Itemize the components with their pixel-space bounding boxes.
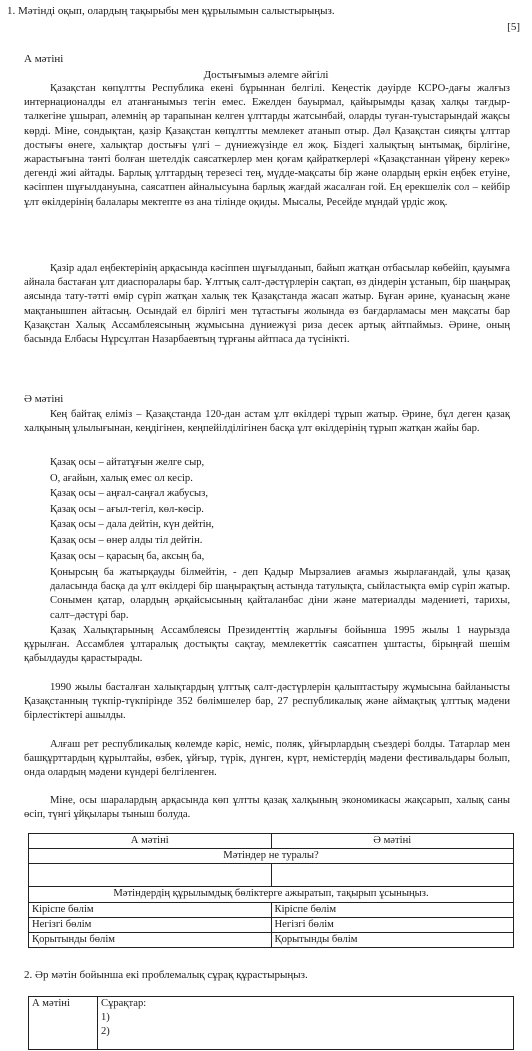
questions-cell[interactable] <box>98 997 514 1050</box>
part-a-intro: Кіріспе бөлім <box>29 902 272 917</box>
topic-cell-b[interactable] <box>271 864 514 887</box>
text-b-label: Ә мәтіні <box>24 393 64 405</box>
topic-row: Мәтіндер не туралы? <box>29 849 514 864</box>
part-a-main: Негізгі бөлім <box>29 917 272 932</box>
text-a-title: Достығымыз әлемге әйгілі <box>203 69 329 81</box>
text-b-paragraph-6: Міне, осы шаралардың арқасында көп ұлтты қазақ халқының экономикасы жақсарып, халық саны өсіп, түнгі ұйқылары тыныш болуда. <box>24 795 510 821</box>
questions-table <box>28 996 514 1050</box>
part-b-main: Негізгі бөлім <box>271 917 514 932</box>
question-item-1: 1) <box>101 1012 110 1024</box>
text-a-paragraph-1: Қазақстан көпұлтты Республика екені бұрыннан белгілі. Кеңестік дәуірде КСРО-дағы жалғыз интернационалды ел атанғанымыз тегін емес. Ежелден бауырмал, қайырымды қазақ халқы тағдыр-талкегіне ұшырап, әлемнің әр тарапынан келген ұлттарды жатсынбай, оларды туған-туыстарындай жақсы көрді. Міне, сондықтан, қазір Қазақстан көпұлтты мемлекет атанып отыр. Дәл Қазақстан сияқты ұлттар достығы өнеге, халықтар достығы үлгі – дүниежүзінде ел жоқ. Біздегі халықтың ынтымақ, бірлігіне, жарастығына тәнті болған шетелдік саясаткерлер мен қоғам қайраткерлері «Қазақстаннан үйрену керек» дегенді жиі айтады. Барлық ұлттардың терезесі тең, мүдде-мақсаты бір және олардың еркін еңбек етуіне, кәсіппен шұғылдануына, саясатпен айналысуына барлық жағдай жасалған гой. Ең ерекшелік сол – кейбір ұлт өкілдерінің балалары мектепте өз ана тілінде оқиды. Мысалы, Ресейде мұндай үрдіс жоқ. <box>24 83 510 208</box>
part-b-conclusion: Қорытынды бөлім <box>271 933 514 948</box>
question-item-2: 2) <box>101 1026 110 1038</box>
part-a-conclusion: Қорытынды бөлім <box>29 933 272 948</box>
poem-line: Қазақ осы – ағыл-тегіл, көл-көсір. <box>50 503 204 515</box>
poem-line: О, ағайын, халық емес ол кесір. <box>50 472 193 484</box>
poem-line: Қазақ осы – дала дейтін, күн дейтін, <box>50 519 214 531</box>
poem-block <box>50 456 214 565</box>
structure-row: Мәтіндердің құрылымдық бөліктерге ажыратып, тақырып ұсыныңыз. <box>29 887 514 902</box>
col-a-header: А мәтіні <box>29 834 272 849</box>
questions-text-a-label: А мәтіні <box>29 997 98 1050</box>
questions-label: Сұрақтар: <box>101 998 147 1009</box>
text-b-paragraph-4: 1990 жылы басталған халықтардың ұлттық салт-дәстүрлерін қалыптастыру жұмысына байланысты Қазақстанның түкпір-түкпірінде 352 бөлімшелер бар, 27 республикалық және аймақтық ұлттық мәдени бірлестіктері ашылды. <box>24 682 510 722</box>
comparison-table <box>28 833 514 948</box>
text-a-label: А мәтіні <box>24 53 64 65</box>
topic-cell-a[interactable] <box>29 864 272 887</box>
text-b-paragraph-5: Алғаш рет республикалық көлемде кәріс, неміс, поляк, ұйғырлардың съездері болды. Татарлар мен башқұрттардың құрылтайы, өзбек, ұйғыр, түрік, дүнген, күрт, немістердің мәдени фестивальдары болып, онда олардың мәдени күндері белгіленген. <box>24 739 510 779</box>
col-b-header: Ә мәтіні <box>271 834 514 849</box>
text-b-paragraph-1: Кең байтақ еліміз – Қазақстанда 120-дан астам ұлт өкілдері тұрып жатыр. Әрине, бұл деген қазақ халқының ұлылығынан, кеңдігінен, кеңпейілділігінен басқа ұлт өкілдерінің тұрып жатқан жайы бар. <box>24 409 510 435</box>
marks-badge: [5] <box>507 21 520 33</box>
text-b-paragraph-2: Қонырсың ба жатырқауды білмейтін, - деп Қадыр Мырзалиев ағамыз жырлағандай, ұлы қазақ даласында басқа да ұлт өкілдері бір шаңырақтың астында татулықта, сыйластықта өмір сүріп жатыр. Сонымен қатар, олардың әрқайсысының қайталанбас діни және материалды мәдениеті, тарихы, салт–дәстүрі бар. <box>50 567 510 621</box>
text-b-paragraph-3: Қазақ Халықтарының Ассамблеясы Президенттің жарлығы бойынша 1995 жылы 1 наурызда құрылған. Ассамблея ұлтаралық достықты сақтау, мемлекеттік саясатпен ұштасты, бірыңғай шешім қабылдауды қарастырады. <box>24 625 510 665</box>
poem-line: Қазақ осы – өнер алды тіл дейтін. <box>50 534 203 546</box>
question-2: 2. Әр мәтін бойынша екі проблемалық сұрақ құрастырыңыз. <box>24 969 308 981</box>
poem-line: Қазақ осы – аңғал-саңғал жабусыз, <box>50 488 208 500</box>
text-a-paragraph-2: Қазір адал еңбектерінің арқасында кәсіппен шұғылданып, байып жатқан отбасылар көбейіп, қауымға айнала бастаған ұлт диаспоралары бар. Ұлттық салт-дәстүрлерін сақтап, өз діндерін ұстанып, бір шаңырақ аясында тату-тәтті өмір сүріп жатқан халық тек Қазақстанда жасап жатыр. Бұған әрине, қуанасың және мақтанышпен айтасың. Осындай ел бірлігі мен тұтастығы жолында өз бағдарламасы мен мақсаты бар Қазақстан Халық Ассамблеясының жұмысына дүниежүзі риза десек артық айтпаймыз. Әрине, оның басында Елбасы Нұрсұлтан Назарбаевтың тұрғаны айтпаса да түсінікті. <box>24 263 510 346</box>
poem-line: Қазақ осы – айтатұғын желге сыр, <box>50 457 205 468</box>
part-b-intro: Кіріспе бөлім <box>271 902 514 917</box>
question-1: 1. Мәтінді оқып, олардың тақырыбы мен құрылымын салыстырыңыз. <box>7 5 335 17</box>
poem-line: Қазақ осы – қарасың ба, аксың ба, <box>50 550 205 562</box>
